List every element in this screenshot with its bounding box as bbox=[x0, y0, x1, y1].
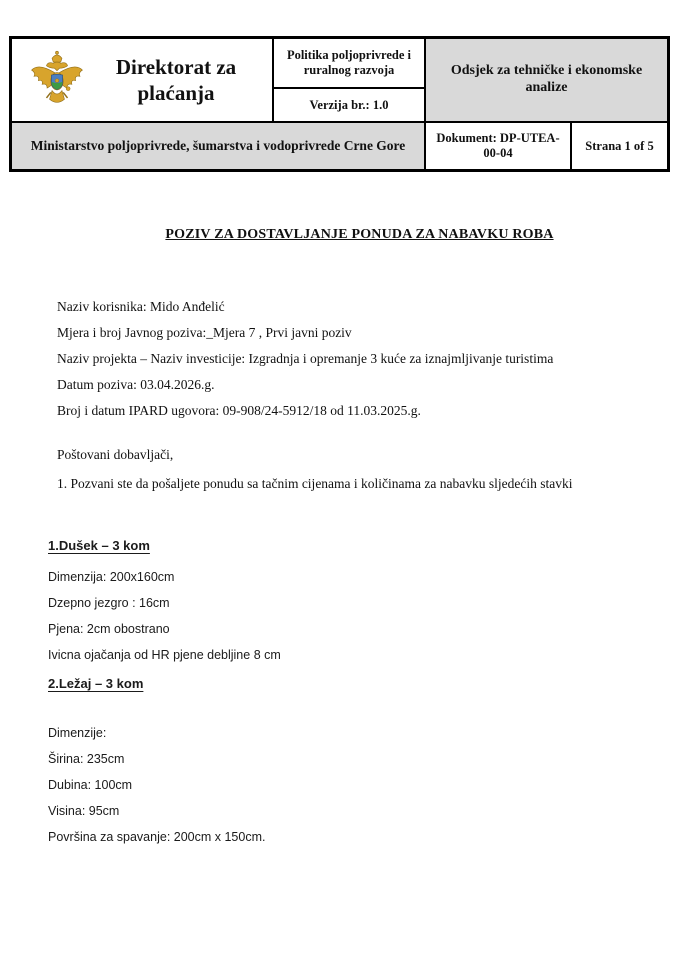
header-cell-page-indicator: Strana 1 of 5 bbox=[572, 121, 667, 169]
item-2-heading: 2.Ležaj – 3 kom bbox=[48, 676, 144, 691]
item-1-spec: Dzepno jezgro : 16cm bbox=[48, 596, 170, 610]
measure-call-line: Mjera i broj Javnog poziva:_Mjera 7 , Prvi javni poziv bbox=[57, 325, 352, 340]
montenegro-coat-of-arms-icon bbox=[26, 49, 88, 111]
header-table bbox=[9, 36, 670, 172]
item-1-spec: Ivicna ojačanja od HR pjene debljine 8 cm bbox=[48, 648, 281, 662]
header-cell-department: Odsjek za tehničke i ekonomske analize bbox=[426, 39, 667, 121]
header-cell-directorate bbox=[12, 39, 274, 121]
project-name-line: Naziv projekta – Naziv investicije: Izgradnja i opremanje 3 kuće za iznajmljivanje turistima bbox=[57, 351, 554, 366]
header-cell-document-number: Dokument: DP-UTEA-00-04 bbox=[426, 121, 572, 169]
item-1-spec: Dimenzija: 200x160cm bbox=[48, 570, 175, 584]
items-block bbox=[48, 537, 659, 850]
instruction-line: 1. Pozvani ste da pošaljete ponudu sa tačnim cijenama i količinama za nabavku sljedećih stavki bbox=[57, 476, 573, 491]
item-2-spec: Dubina: 100cm bbox=[48, 778, 133, 792]
item-2-spec: Površina za spavanje: 200cm x 150cm. bbox=[48, 830, 266, 844]
document-title: POZIV ZA DOSTAVLJANJE PONUDA ZA NABAVKU ROBA bbox=[165, 227, 554, 242]
intro-block bbox=[57, 294, 659, 424]
item-2-spec: Dimenzije: bbox=[48, 726, 107, 740]
header-cell-version: Verzija br.: 1.0 bbox=[274, 89, 426, 121]
directorate-title: Direktorat za plaćanja bbox=[115, 55, 237, 105]
header-cell-policy: Politika poljoprivrede i ruralnog razvoja bbox=[274, 39, 426, 89]
header-cell-ministry: Ministarstvo poljoprivrede, šumarstva i vodoprivrede Crne Gore bbox=[12, 121, 426, 169]
item-2-spec: Visina: 95cm bbox=[48, 804, 120, 818]
beneficiary-name-line: Naziv korisnika: Mido Anđelić bbox=[57, 299, 225, 314]
item-1-heading: 1.Dušek – 3 kom bbox=[48, 538, 150, 553]
item-2-spec: Širina: 235cm bbox=[48, 752, 125, 766]
salutation-line: Poštovani dobavljači, bbox=[57, 447, 174, 462]
contract-number-line: Broj i datum IPARD ugovora: 09-908/24-5912/18 od 11.03.2025.g. bbox=[57, 403, 421, 418]
call-date-line: Datum poziva: 03.04.2026.g. bbox=[57, 377, 215, 392]
item-1-spec: Pjena: 2cm obostrano bbox=[48, 622, 170, 636]
